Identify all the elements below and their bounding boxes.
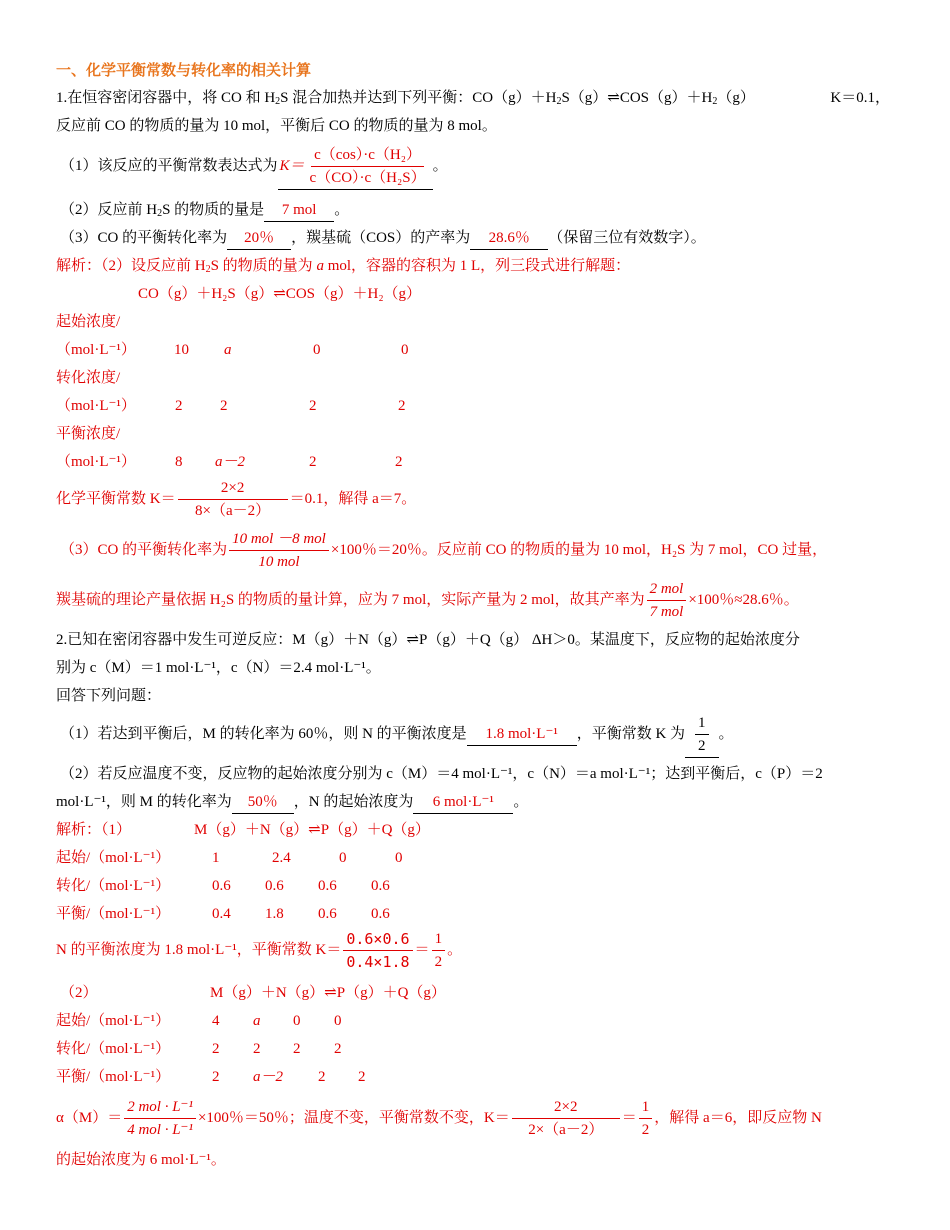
- table-cell: 0.6: [318, 878, 337, 894]
- table-cell: 2: [395, 454, 403, 470]
- table-cell: 2: [309, 454, 317, 470]
- q1-part3: （3）CO 的平衡转化率为 20％ ，羰基硫（COS）的产率为 28.6％ （保留三位有效数字）。: [60, 227, 706, 250]
- q1-part3-answer1: 20％: [227, 227, 291, 250]
- q1-stem-line1: 1.在恒容密闭容器中，将 CO 和 $H_2S$ 混合加热并达到下列平衡：$CO(g)+H_2S(g)\rightleftharpoons COS(g)+H_2(g)$ K＝0.1，: [56, 87, 890, 113]
- table-cell: 0: [395, 850, 403, 866]
- sol1-row-unit: （mol·L⁻¹）: [56, 398, 136, 414]
- table-cell: 0.6: [265, 878, 284, 894]
- table-cell: 2: [212, 1041, 220, 1057]
- table-cell: 0.4: [212, 906, 231, 922]
- sol2-row-label: 起始/（mol·L⁻¹）: [56, 850, 171, 866]
- table-cell: 0.6: [212, 878, 231, 894]
- sol1-part3: （3）CO 的平衡转化率为 $\frac{\text{10 mol －8 mol}}{\text{10 mol}}$ ×100％＝20％。反应前 CO 的物质的量为 10 mol，H₂S 为 7 mol，CO 过量，: [60, 528, 827, 573]
- table-cell: 10: [174, 342, 189, 358]
- table-cell: 2: [358, 1069, 366, 1085]
- table-cell: 0: [293, 1013, 301, 1029]
- table-cell: 8: [175, 454, 183, 470]
- sol2-row-label: 平衡/（mol·L⁻¹）: [56, 906, 171, 922]
- sol2-row-label: 转化/（mol·L⁻¹）: [56, 878, 171, 894]
- q1-k-value: K＝0.1，: [830, 90, 890, 106]
- sol1-row-unit: （mol·L⁻¹）: [56, 342, 136, 358]
- sol1-row-label: 转化浓度/: [56, 370, 121, 386]
- sol2-alpha-calc: α（M）＝ $\frac{\text{2 mol · L⁻¹}}{\text{4 mol · L⁻¹}}$ ×100％＝50％；温度不变，平衡常数不变，K＝ $\frac{2\times 2}{2\times(a-2)}$ ＝ $\frac{1}{2}$ ，解得 a＝6，即反应物 N: [56, 1096, 822, 1141]
- q2-part1-answer1: 1.8 mol·L⁻¹: [467, 723, 577, 746]
- table-cell: a: [224, 342, 232, 358]
- q1-part3-answer2: 28.6％: [470, 227, 548, 250]
- q1-stem-line2: 反应前 CO 的物质的量为 10 mol，平衡后 CO 的物质的量为 8 mol。: [56, 118, 497, 134]
- q2-part2-answer1: 50％: [232, 791, 294, 814]
- table-cell: 0: [313, 342, 321, 358]
- table-cell: 2: [175, 398, 183, 414]
- sol1-part3-yield: 羰基硫的理论产量依据 H₂S 的物质的量计算，应为 7 mol，实际产量为 2 mol，故其产率为 $\frac{\text{2 mol}}{\text{7 mol}}$ ×100％≈28.6％。: [56, 578, 799, 623]
- section-heading: 一、化学平衡常数与转化率的相关计算: [56, 61, 312, 79]
- q2-stem-line3: 回答下列问题：: [56, 688, 162, 704]
- table-cell: 0: [401, 342, 409, 358]
- sol1-row-unit: （mol·L⁻¹）: [56, 454, 136, 470]
- table-cell: 2: [253, 1041, 261, 1057]
- table-cell: 1.8: [265, 906, 284, 922]
- sol2-row-label: 转化/（mol·L⁻¹）: [56, 1041, 171, 1057]
- sol1-row-label: 平衡浓度/: [56, 426, 121, 442]
- table-cell: 2: [212, 1069, 220, 1085]
- sol1-k-calc: 化学平衡常数 K＝ $\frac{2\times 2}{8\times(a-2)}$ ＝0.1，解得 a＝7。: [56, 477, 416, 522]
- table-cell: 0: [339, 850, 347, 866]
- q1-part2: （2）反应前 $H_2S$ 的物质的量是 7 mol 。: [60, 199, 349, 225]
- table-cell: 2: [293, 1041, 301, 1057]
- table-cell: 1: [212, 850, 220, 866]
- q2-part2-line2: mol·L⁻¹，则 M 的转化率为 50％ ，N 的起始浓度为 6 mol·L⁻¹ 。: [56, 791, 528, 814]
- sol2-part2: （2）: [60, 985, 98, 1001]
- sol2-final: 的起始浓度为 6 mol·L⁻¹。: [56, 1152, 226, 1168]
- table-cell: a: [253, 1013, 261, 1029]
- q2-part2-line1: （2）若反应温度不变，反应物的起始浓度分别为 c（M）＝4 mol·L⁻¹，c（N）＝a mol·L⁻¹；达到平衡后，c（P）＝2: [60, 766, 823, 782]
- table-cell: 2: [398, 398, 406, 414]
- table-cell: 0.6: [371, 906, 390, 922]
- q2-part1-answer2: $\frac{1}{2}$: [685, 712, 719, 758]
- sol1-row-label: 起始浓度/: [56, 314, 121, 330]
- q2-part1: （1）若达到平衡后，M 的转化率为 60％，则 N 的平衡浓度是 1.8 mol·L⁻¹ ，平衡常数 K 为 $\frac{1}{2}$ 。: [60, 712, 734, 758]
- table-cell: 0.6: [371, 878, 390, 894]
- q2-stem-line1: 2.已知在密闭容器中发生可逆反应：M（g）＋N（g）⇌P（g）＋Q（g） ΔH＞0。某温度下，反应物的起始浓度分: [56, 632, 800, 648]
- sol2-equation1: M（g）＋N（g）⇌P（g）＋Q（g）: [194, 822, 430, 838]
- q1-part1: （1）该反应的平衡常数表达式为 K＝ $\frac{\text{c（cos）·c（H₂）}}{\text{c（CO）·c（H₂S）}}$ 。: [60, 144, 448, 190]
- table-cell: 0: [334, 1013, 342, 1029]
- table-cell: 0.6: [318, 906, 337, 922]
- sol2-row-label: 起始/（mol·L⁻¹）: [56, 1013, 171, 1029]
- table-cell: 2.4: [272, 850, 291, 866]
- q2-part2-answer2: 6 mol·L⁻¹: [413, 791, 513, 814]
- table-cell: a－2: [215, 454, 246, 470]
- q1-part1-answer: K＝ $\frac{\text{c（cos）·c（H₂）}}{\text{c（CO）·c（H₂S）}}$: [278, 144, 433, 190]
- sol1-intro: 解析：（2）设反应前 $H_2S$ 的物质的量为 a mol，容器的容积为 1 L，列三段式进行解题：: [56, 258, 631, 275]
- table-cell: 2: [309, 398, 317, 414]
- table-cell: a－2: [253, 1069, 284, 1085]
- q1-part2-answer: 7 mol: [264, 199, 334, 222]
- table-cell: 2: [220, 398, 228, 414]
- sol1-equation: CO（g）＋H₂S（g）⇌COS（g）＋H₂（g）: [138, 286, 422, 302]
- sol2-intro: 解析：（1）: [56, 822, 132, 838]
- sol2-k1-calc: N 的平衡浓度为 1.8 mol·L⁻¹，平衡常数 K＝ $\frac{0.6\times 0.6}{0.4\times 1.8}$ ＝ $\frac{1}{2}$ 。: [56, 930, 463, 971]
- table-cell: 4: [212, 1013, 220, 1029]
- q2-stem-line2: 别为 c（M）＝1 mol·L⁻¹，c（N）＝2.4 mol·L⁻¹。: [56, 660, 381, 676]
- sol2-equation2: M（g）＋N（g）⇌P（g）＋Q（g）: [210, 985, 446, 1001]
- table-cell: 2: [334, 1041, 342, 1057]
- table-cell: 2: [318, 1069, 326, 1085]
- sol2-row-label: 平衡/（mol·L⁻¹）: [56, 1069, 171, 1085]
